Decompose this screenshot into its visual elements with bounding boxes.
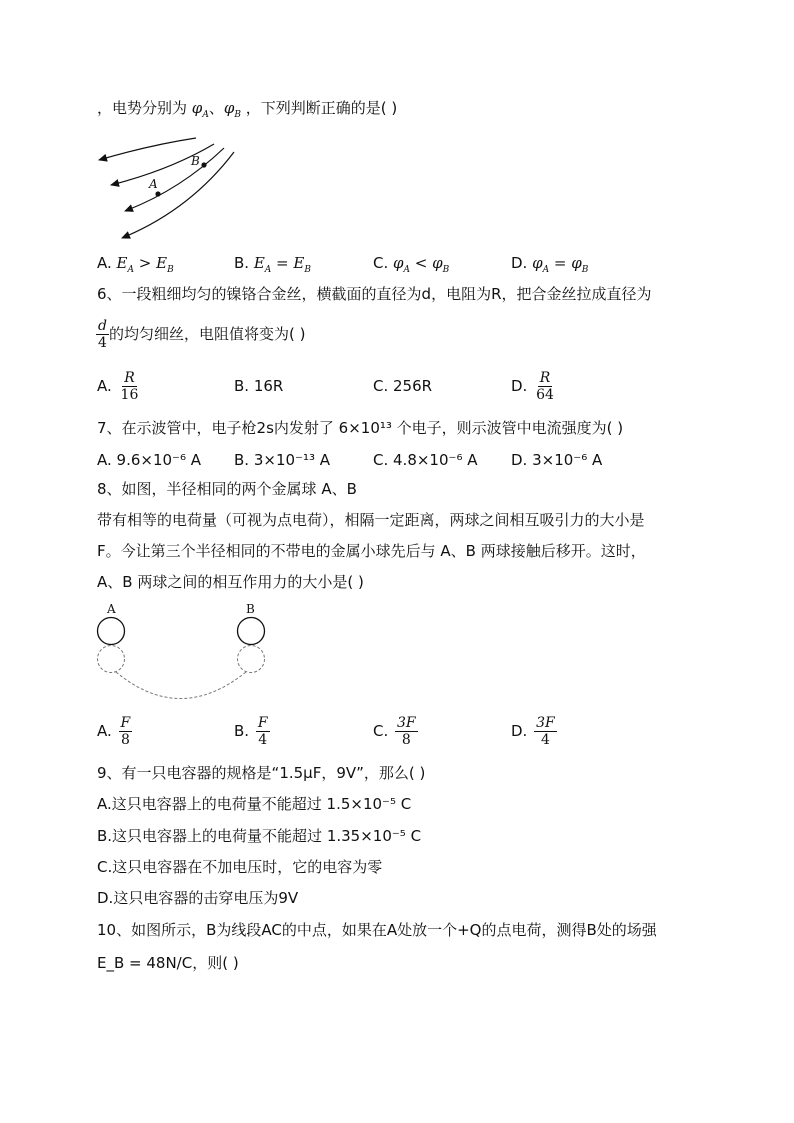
q6-option-c[interactable]: C. 256R [373, 377, 433, 395]
q9-option-c[interactable]: C.这只电容器在不加电压时，它的电容为零 [97, 858, 383, 876]
q9-option-a[interactable]: A.这只电容器上的电荷量不能超过 1.5×10⁻⁵ C [97, 795, 412, 813]
q5-stem-prefix: ，电势分别为 [97, 99, 188, 117]
q8-option-a[interactable]: A. $\frac{F}{8}$ [97, 715, 131, 748]
q8-option-b[interactable]: B. $\frac{F}{4}$ [234, 715, 268, 748]
q7-option-c[interactable]: C. 4.8×10⁻⁶ A [373, 451, 478, 469]
q8-option-d[interactable]: D. $\frac{3F}{4}$ [511, 715, 555, 748]
q8-stem-line2: 带有相等的电荷量（可视为点电荷），相隔一定距离，两球之间相互吸引力的大小是 [97, 511, 645, 529]
sphere-a-label: A [107, 602, 116, 616]
q8-stem-line1: 8、如图，半径相同的两个金属球 A、B [97, 480, 357, 498]
q5-sep: 、 [208, 99, 224, 117]
q6-option-a[interactable]: A. $\frac{R}{16}$ [97, 370, 139, 403]
q5-option-c[interactable]: C. $\varphi_A < \varphi_B$ [373, 254, 450, 275]
q6-stem-line2: $\frac{d}{4}$ 的均匀细丝，电阻值将变为( ) [98, 318, 306, 351]
q9-option-b[interactable]: B.这只电容器上的电荷量不能超过 1.35×10⁻⁵ C [97, 827, 422, 845]
q10-stem-line2: E_B = 48N/C，则( ) [97, 954, 239, 972]
q5-option-a[interactable]: A. $E_A > E_B$ [97, 254, 174, 275]
sphere-b-label: B [246, 602, 255, 616]
q10-stem-line1: 10、如图所示，B为线段AC的中点，如果在A处放一个+Q的点电荷，测得B处的场强 [97, 921, 657, 939]
q9-option-d[interactable]: D.这只电容器的击穿电压为9V [97, 889, 299, 907]
q8-stem-line3: F。今让第三个半径相同的不带电的金属小球先后与 A、B 两球接触后移开。这时， [97, 542, 646, 560]
phi-b-symbol: $\varphi_B$ [223, 99, 241, 120]
q7-option-b[interactable]: B. 3×10⁻¹³ A [234, 451, 330, 469]
point-a-label: A [149, 177, 158, 191]
q5-stem-suffix: ，下列判断正确的是( ) [245, 99, 398, 117]
q8-stem-line4: A、B 两球之间的相互作用力的大小是( ) [97, 573, 364, 591]
q7-option-d[interactable]: D. 3×10⁻⁶ A [511, 451, 603, 469]
q6-option-b[interactable]: B. 16R [234, 377, 284, 395]
third-sphere-at-a [98, 646, 125, 673]
phi-a-symbol: $\varphi_A$ [191, 99, 209, 120]
q7-stem: 7、在示波管中，电子枪2s内发射了 6×10¹³ 个电子，则示波管中电流强度为( ) [97, 419, 624, 437]
q6-stem-line1: 6、一段粗细均匀的镍铬合金丝，横截面的直径为d，电阻为R，把合金丝拉成直径为 [97, 285, 652, 303]
sphere-b [238, 618, 265, 645]
q5-option-d[interactable]: D. $\varphi_A = \varphi_B$ [511, 254, 589, 275]
q7-option-a[interactable]: A. 9.6×10⁻⁶ A [97, 451, 202, 469]
q8-option-c[interactable]: C. $\frac{3F}{8}$ [373, 715, 416, 748]
sphere-a [98, 618, 125, 645]
q5-option-b[interactable]: B. $E_A = E_B$ [234, 254, 311, 275]
point-b-label: B [191, 154, 200, 168]
q9-stem: 9、有一只电容器的规格是“1.5μF，9V”，那么( ) [97, 764, 426, 782]
q6-option-d[interactable]: D. $\frac{R}{64}$ [511, 370, 554, 403]
third-sphere-at-b [238, 646, 265, 673]
third-sphere-path [116, 672, 246, 699]
